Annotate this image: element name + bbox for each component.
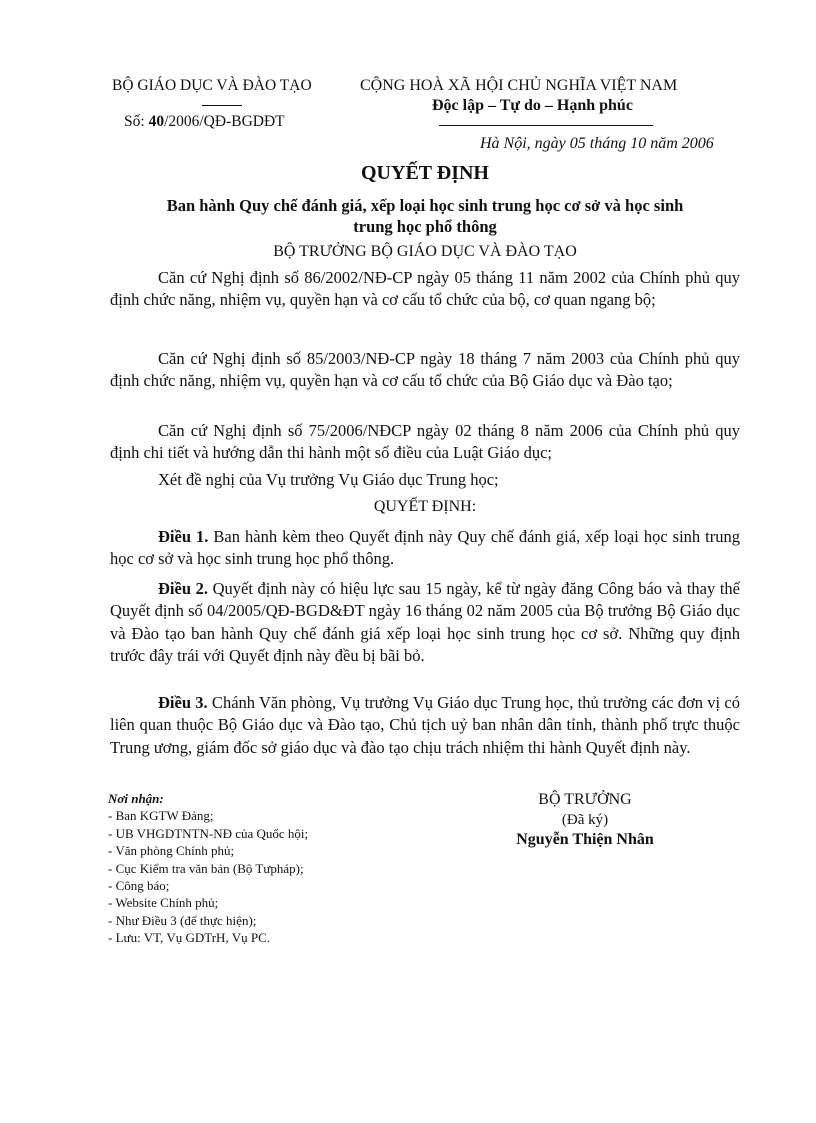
recipients-list: [108, 790, 308, 947]
document-number-prefix: Số:: [124, 113, 149, 130]
recipient-item: - Công báo;: [108, 878, 170, 894]
ministry-underline: [202, 105, 242, 106]
article-3: [110, 692, 740, 759]
preamble-2: Căn cứ Nghị định số 85/2003/NĐ-CP ngày 18 tháng 7 năm 2003 của Chính phủ quy định chức năng, nhiệm vụ, quyền hạn và cơ cấu tổ chức của Bộ Giáo dục và Đào tạo;: [110, 349, 740, 391]
preamble-3: Căn cứ Nghị định số 75/2006/NĐCP ngày 02 tháng 8 năm 2006 của Chính phủ quy định chi tiết và hướng dẫn thi hành một số điều của Luật Giáo dục;: [110, 421, 740, 463]
article-3-text: Chánh Văn phòng, Vụ trưởng Vụ Giáo dục Trung học, thủ trưởng các đơn vị có liên quan thuộc Bộ Giáo dục và Đào tạo, Chủ tịch uỷ ban nhân dân tỉnh, thành phố trực thuộc Trung ương, giám đốc sở giáo dục và đào tạo chịu trách nhiệm thi hành Quyết định này.: [110, 693, 740, 757]
signed-note: (Đã ký): [561, 812, 609, 828]
preamble-1: Căn cứ Nghị định số 86/2002/NĐ-CP ngày 05 tháng 11 năm 2002 của Chính phủ quy định chức năng, nhiệm vụ, quyền hạn và cơ cấu tổ chức của bộ, cơ quan ngang bộ;: [110, 268, 740, 310]
article-2-text: Quyết định này có hiệu lực sau 15 ngày, kể từ ngày đăng Công báo và thay thế Quyết định số 04/2005/QĐ-BGD&ĐT ngày 16 tháng 02 năm 2005 của Bộ trưởng Bộ Giáo dục và Đào tạo ban hành Quy chế đánh giá xếp loại học sinh trung học cơ sở. Những quy định trước đây trái với Quyết định này đều bị bãi bỏ.: [110, 579, 741, 666]
document-subtitle-line2: trung học phổ thông: [353, 217, 497, 236]
signature-block: [470, 790, 700, 850]
signer-position: BỘ TRƯỞNG: [538, 791, 632, 808]
document-number-suffix: /2006/QĐ-BGDĐT: [164, 113, 285, 130]
national-motto: Độc lập – Tự do – Hạnh phúc: [432, 97, 633, 114]
article-2: [110, 578, 740, 668]
recipients-title: Nơi nhận:: [108, 791, 164, 806]
motto-underline: [439, 125, 653, 126]
issuer: BỘ TRƯỞNG BỘ GIÁO DỤC VÀ ĐÀO TẠO: [273, 243, 577, 260]
article-3-label: Điều 3.: [158, 693, 208, 712]
recipient-item: - Ban KGTW Đảng;: [108, 808, 214, 824]
recipient-item: - Như Điều 3 (để thực hiện);: [108, 912, 257, 928]
country-name: CỘNG HOÀ XÃ HỘI CHỦ NGHĨA VIỆT NAM: [360, 77, 678, 94]
recipient-item: - Cục Kiểm tra văn bản (Bộ Tưpháp);: [108, 860, 304, 876]
recipient-item: - Website Chính phủ;: [108, 895, 219, 911]
document-number-bold: 40: [148, 113, 165, 130]
article-1: [110, 526, 740, 571]
decides-heading: QUYẾT ĐỊNH:: [373, 498, 477, 515]
document-subtitle-line1: Ban hành Quy chế đánh giá, xếp loại học sinh trung học cơ sở và học sinh: [166, 196, 684, 215]
article-1-label: Điều 1.: [158, 527, 209, 546]
recipient-item: - Lưu: VT, Vụ GDTrH, Vụ PC.: [108, 930, 270, 946]
recipient-item: - Văn phòng Chính phủ;: [108, 843, 235, 859]
article-2-label: Điều 2.: [158, 579, 208, 598]
document-number: [124, 113, 285, 131]
recipient-item: - UB VHGDTNTN-NĐ của Quốc hội;: [108, 825, 309, 841]
ministry-name: BỘ GIÁO DỤC VÀ ĐÀO TẠO: [112, 77, 312, 94]
signer-name: Nguyễn Thiện Nhân: [516, 831, 654, 848]
preamble-4: Xét đề nghị của Vụ trưởng Vụ Giáo dục Trung học;: [158, 470, 499, 489]
place-date: Hà Nội, ngày 05 tháng 10 năm 2006: [480, 135, 714, 152]
article-1-text: Ban hành kèm theo Quyết định này Quy chế đánh giá, xếp loại học sinh trung học cơ sở và học sinh trung học phổ thông.: [110, 527, 741, 569]
document-title: QUYẾT ĐỊNH: [361, 162, 489, 184]
